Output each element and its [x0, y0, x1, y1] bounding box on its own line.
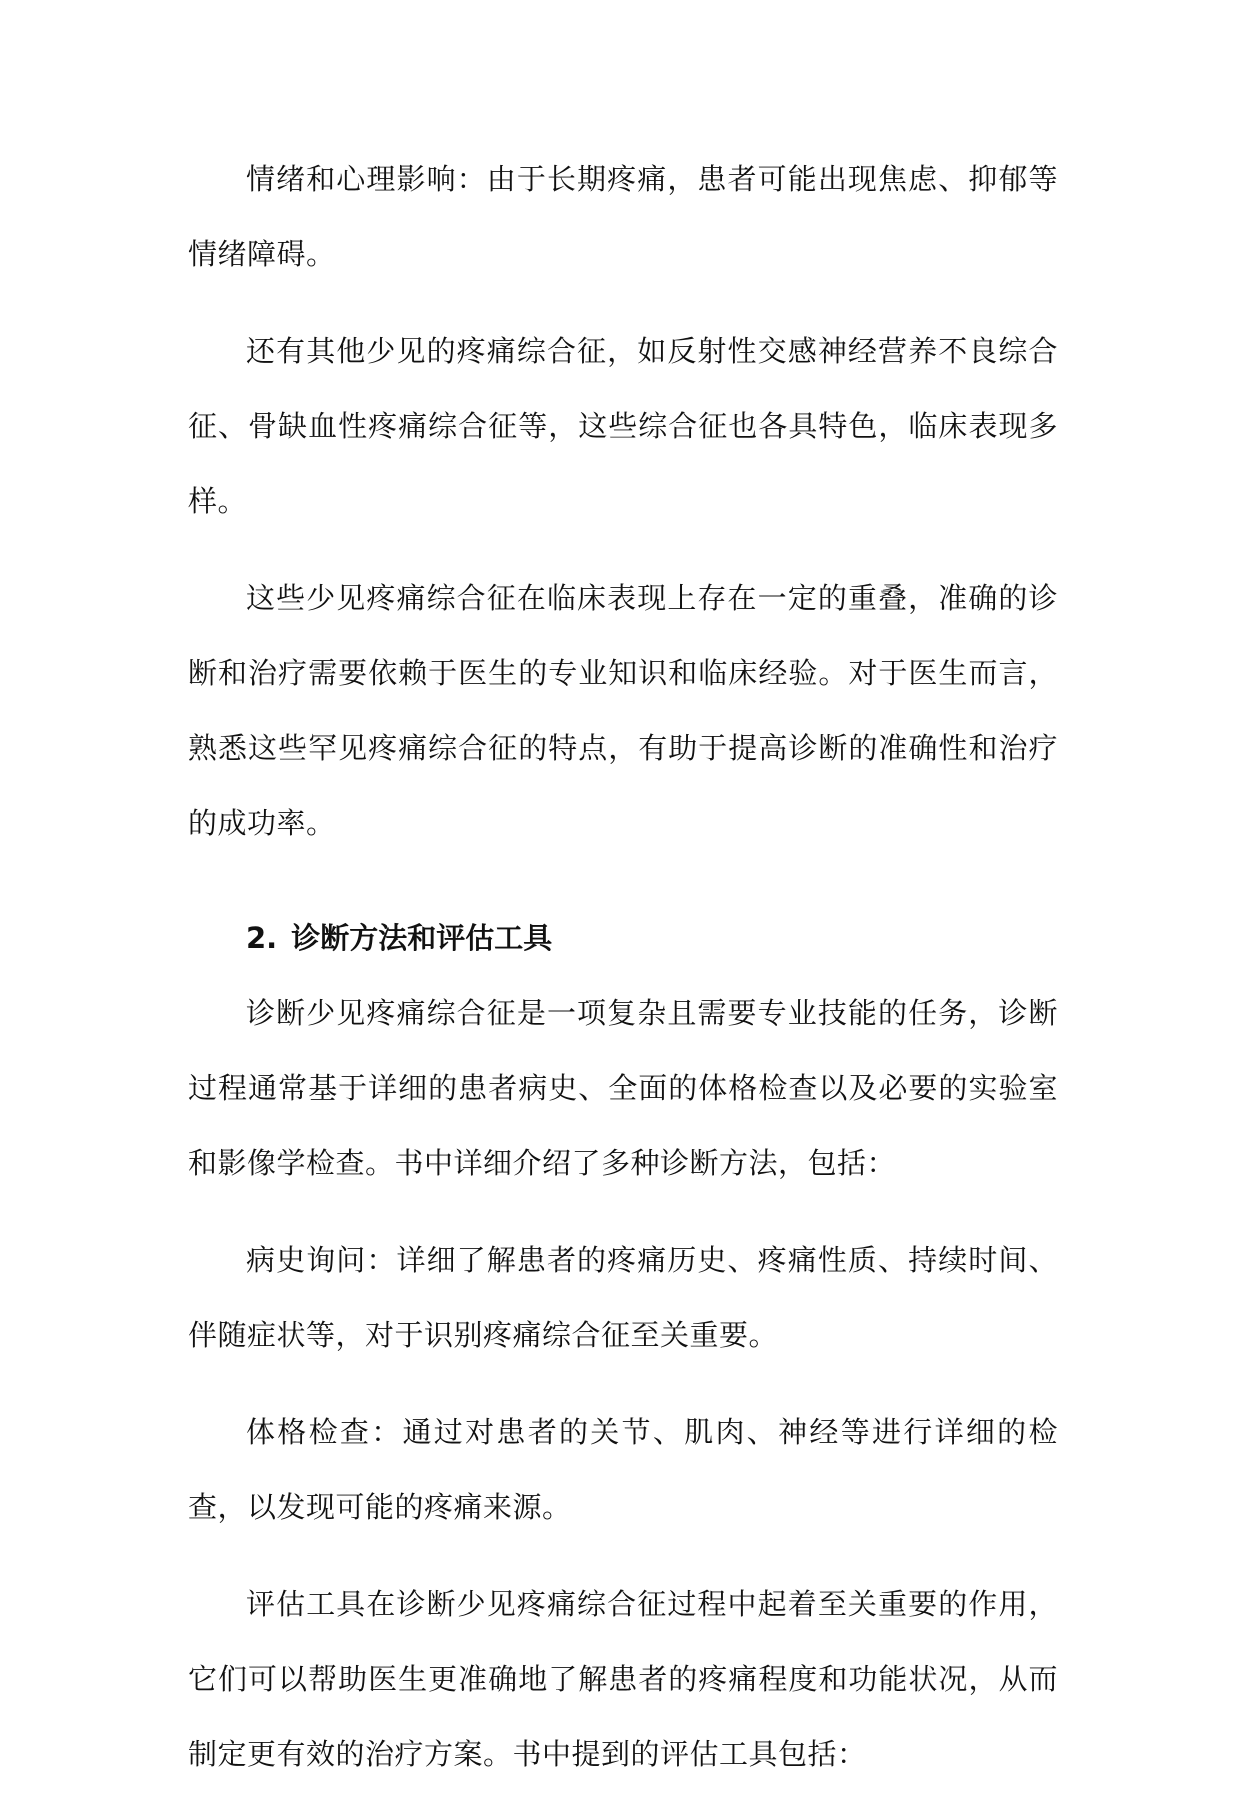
paragraph-diagnosis-intro: 诊断少见疼痛综合征是一项复杂且需要专业技能的任务，诊断过程通常基于详细的患者病史、全面的体格检查以及必要的实验室和影像学检查。书中详细介绍了多种诊断方法，包括： — [188, 996, 1058, 1180]
paragraph-history-taking: 病史询问：详细了解患者的疼痛历史、疼痛性质、持续时间、伴随症状等，对于识别疼痛综合征至关重要。 — [188, 1243, 1058, 1352]
paragraph-assessment-tools: 评估工具在诊断少见疼痛综合征过程中起着至关重要的作用，它们可以帮助医生更准确地了解患者的疼痛程度和功能状况，从而制定更有效的治疗方案。书中提到的评估工具包括： — [188, 1587, 1058, 1771]
paragraph-other-syndromes: 还有其他少见的疼痛综合征，如反射性交感神经营养不良综合征、骨缺血性疼痛综合征等，这些综合征也各具特色，临床表现多样。 — [188, 334, 1058, 518]
paragraph-overlap-diagnosis: 这些少见疼痛综合征在临床表现上存在一定的重叠，准确的诊断和治疗需要依赖于医生的专业知识和临床经验。对于医生而言，熟悉这些罕见疼痛综合征的特点，有助于提高诊断的准确性和治疗的成功率。 — [188, 581, 1058, 840]
section-heading — [188, 901, 1058, 976]
paragraph-physical-exam: 体格检查：通过对患者的关节、肌肉、神经等进行详细的检查，以发现可能的疼痛来源。 — [188, 1415, 1058, 1524]
paragraph-emotional-impact: 情绪和心理影响：由于长期疼痛，患者可能出现焦虑、抑郁等情绪障碍。 — [188, 162, 1058, 271]
page-content — [188, 142, 1058, 1814]
section-number: 2. — [246, 921, 278, 955]
section-title: 诊断方法和评估工具 — [291, 921, 553, 955]
